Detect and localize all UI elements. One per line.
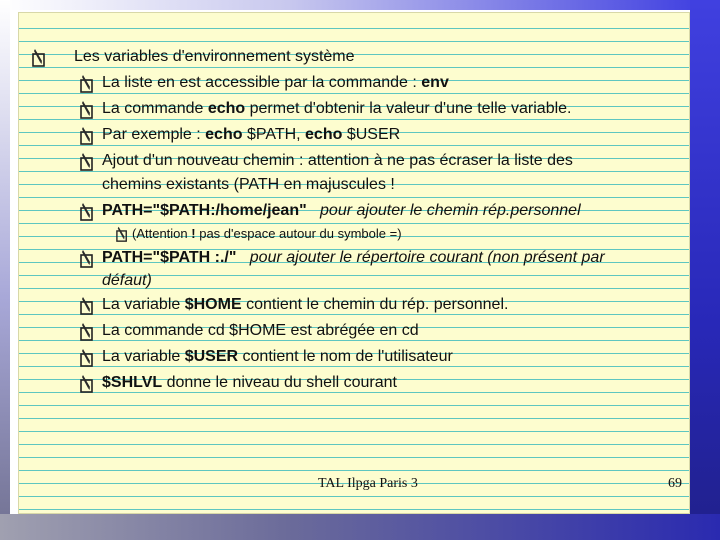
title-text: Les variables d'environnement système xyxy=(74,48,355,65)
item-bold-text: $USER xyxy=(184,348,239,365)
item-bold-text: echo xyxy=(305,126,343,143)
item-text: permet d'obtenir la valeur d'une telle variable. xyxy=(245,100,572,117)
pen-in-box-icon xyxy=(80,151,94,171)
page-number: 69 xyxy=(668,476,682,491)
pen-in-box-icon xyxy=(80,347,94,367)
item-italic-text: pour ajouter le répertoire courant (non présent par xyxy=(249,249,605,266)
footer-course: TAL Ilpga Paris 3 xyxy=(318,476,418,491)
item-bold-text: $SHLVL xyxy=(102,374,163,391)
note-text: pas d'espace autour du symbole =) xyxy=(195,226,402,241)
pen-in-box-icon xyxy=(80,321,94,341)
pen-in-box-icon xyxy=(80,99,94,119)
item-text: chemins existants (PATH en majuscules ! xyxy=(102,176,395,193)
item-bold-text: echo xyxy=(207,100,246,117)
item-text: La commande cd $HOME est abrégée en cd xyxy=(102,322,419,339)
pen-in-box-icon xyxy=(80,295,94,315)
item-text: Ajout d'un nouveau chemin : attention à ne pas écraser la liste des xyxy=(102,152,573,169)
pen-in-box-icon xyxy=(80,373,94,393)
item-text: Par exemple : xyxy=(102,126,206,143)
note-bold-text: ! xyxy=(191,226,196,241)
item-text: La variable xyxy=(102,348,185,365)
frame-bottom-border xyxy=(0,514,720,540)
item-text: $PATH, xyxy=(242,126,306,143)
item-text: La liste en est accessible par la commande : xyxy=(102,74,422,91)
item-text: La variable xyxy=(102,296,185,313)
item-bold-text: PATH="$PATH :./" xyxy=(102,249,237,266)
pen-in-box-icon xyxy=(80,125,94,145)
pen-in-box-icon xyxy=(116,225,128,242)
pen-in-box-icon xyxy=(80,73,94,93)
item-bold-text: env xyxy=(421,74,449,91)
item-text: contient le nom de l'utilisateur xyxy=(238,348,453,365)
item-italic-text: défaut) xyxy=(102,272,152,289)
item-text: $USER xyxy=(342,126,401,143)
pen-in-box-icon xyxy=(80,201,94,221)
item-bold-text: $HOME xyxy=(184,296,242,313)
item-italic-text: pour ajouter le chemin rép.personnel xyxy=(320,202,581,219)
pen-in-box-icon xyxy=(32,47,46,67)
item-text: donne le niveau du shell courant xyxy=(162,374,397,391)
item-bold-text: echo xyxy=(205,126,243,143)
pen-in-box-icon xyxy=(80,248,94,268)
item-text: contient le chemin du rép. personnel. xyxy=(241,296,509,313)
note-text: (Attention xyxy=(132,226,192,241)
frame-right-border xyxy=(690,0,720,540)
item-text: La commande xyxy=(102,100,208,117)
frame-top-border xyxy=(0,0,720,10)
frame-left-border xyxy=(0,0,10,540)
item-bold-text: PATH="$PATH:/home/jean" xyxy=(102,202,307,219)
